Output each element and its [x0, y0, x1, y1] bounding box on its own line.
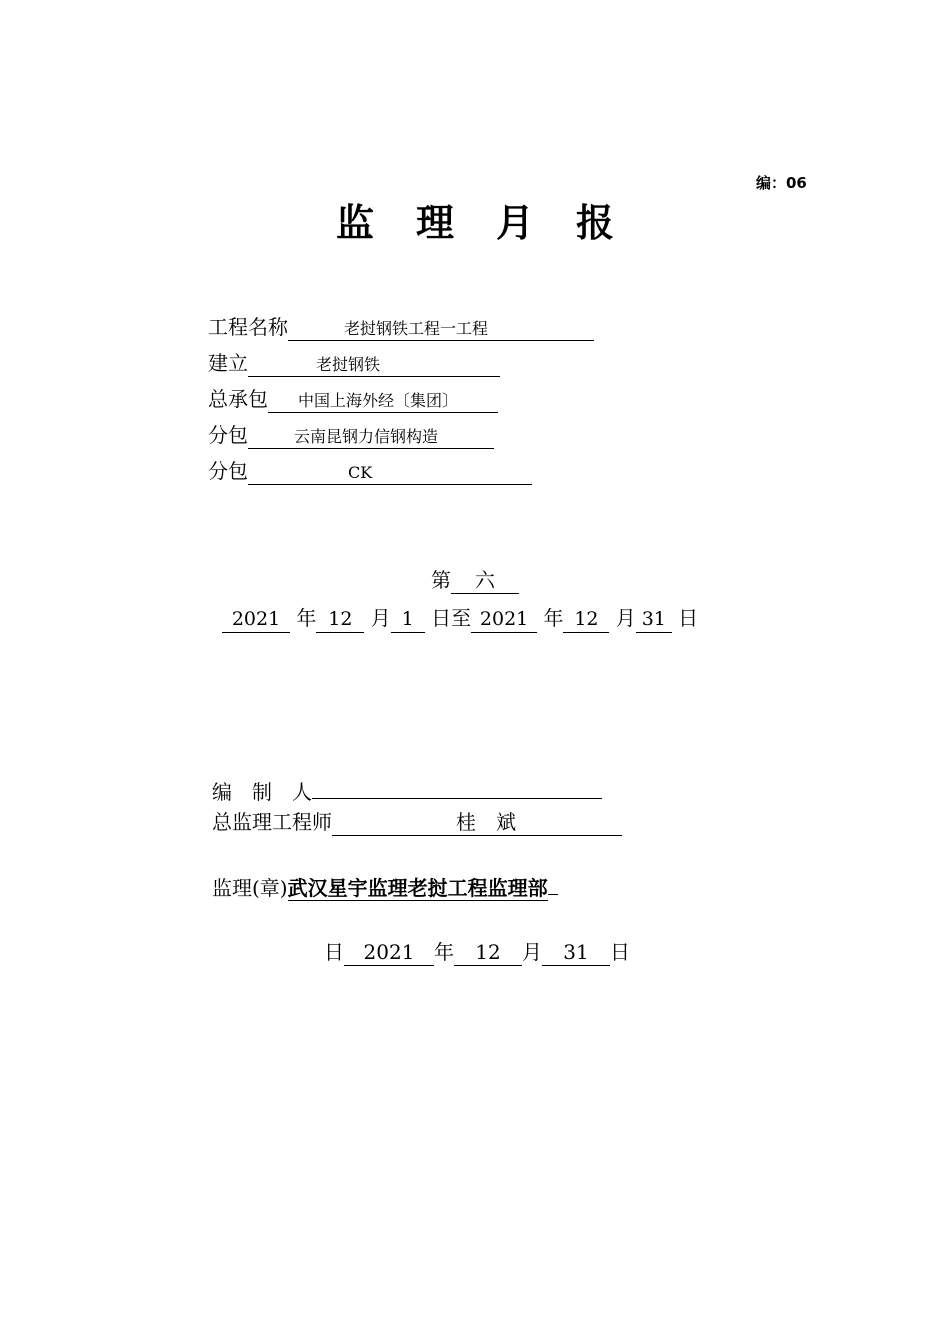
sign-year-label: 年: [434, 940, 454, 964]
start-month: 12: [316, 606, 364, 633]
field-build: [208, 350, 500, 377]
chief-value: 桂 斌: [332, 809, 622, 836]
contractor-label: 总承包: [208, 387, 268, 411]
page-title: 监理月报: [335, 200, 656, 245]
period-prefix: 第: [431, 568, 451, 592]
contractor-value: 中国上海外经〔集团〕: [268, 390, 498, 413]
sub1-value: 云南昆钢力信钢构造: [248, 426, 494, 449]
sign-year: 2021: [344, 939, 434, 966]
to-label: 日至: [431, 606, 472, 630]
seal-value: 武汉星宇监理老挝工程监理部: [287, 876, 548, 900]
sub2-label: 分包: [208, 459, 248, 483]
end-month: 12: [563, 606, 609, 633]
start-day: 1: [391, 606, 425, 633]
seal-underline-tail: [548, 894, 558, 895]
compiler-row: [212, 776, 602, 805]
sign-day-label: 日: [610, 940, 630, 964]
start-year-label: 年: [296, 606, 317, 630]
report-date-range: [222, 602, 698, 633]
build-label: 建立: [208, 351, 248, 375]
end-month-label: 月: [615, 606, 636, 630]
start-year: 2021: [222, 606, 290, 633]
start-month-label: 月: [370, 606, 391, 630]
end-day-label: 日: [678, 606, 699, 630]
chief-label: 总监理工程师: [212, 810, 332, 834]
sign-month: 12: [454, 939, 522, 966]
seal-label: 监理(章): [212, 876, 288, 900]
field-subcontractor-1: [208, 422, 494, 449]
period-number: 六: [451, 567, 519, 594]
compiler-label: 编 制 人: [212, 780, 312, 804]
sign-day: 31: [542, 939, 610, 966]
seal-row: [212, 872, 558, 901]
compiler-value: [312, 798, 602, 799]
sign-date-row: [324, 936, 630, 966]
field-contractor: [208, 386, 498, 413]
field-project: [208, 314, 594, 341]
sub2-value: CK: [248, 462, 532, 485]
end-day: 31: [636, 606, 672, 633]
end-year: 2021: [471, 606, 537, 633]
report-period-number: [0, 564, 950, 594]
document-code: 编：06: [756, 174, 807, 192]
project-label: 工程名称: [208, 315, 288, 339]
sign-month-label: 月: [522, 940, 542, 964]
sub1-label: 分包: [208, 423, 248, 447]
sign-date-prefix: 日: [324, 940, 344, 964]
chief-engineer-row: [212, 806, 622, 836]
build-value: 老挝钢铁: [248, 354, 500, 377]
end-year-label: 年: [543, 606, 564, 630]
project-value: 老挝钢铁工程一工程: [288, 318, 594, 341]
field-subcontractor-2: [208, 458, 532, 485]
